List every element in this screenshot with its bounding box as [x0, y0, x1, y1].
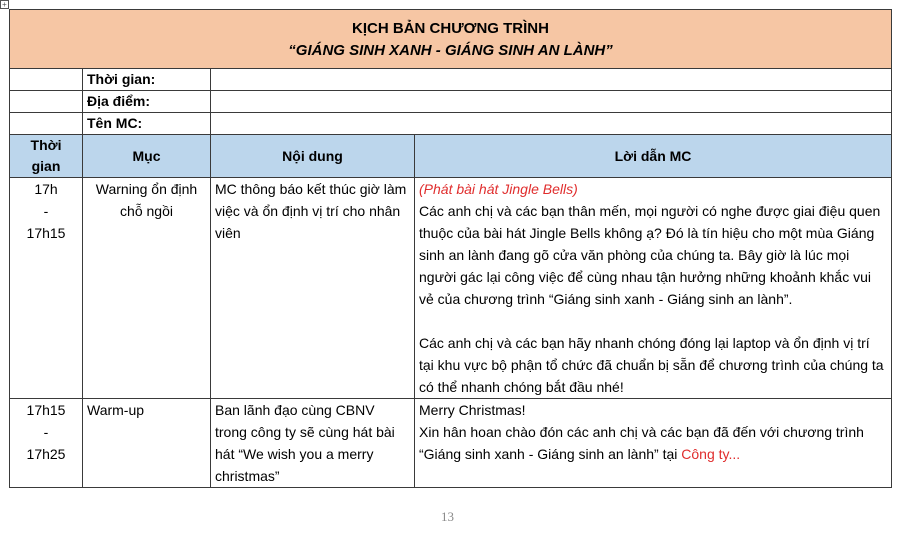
info-spacer [10, 113, 83, 135]
page-number: 13 [441, 509, 454, 524]
header-time [10, 135, 83, 178]
row-mc-script [415, 399, 892, 488]
row-mc-script [415, 178, 892, 399]
mc-stage-note: (Phát bài hát Jingle Bells) [419, 181, 578, 197]
script-table-container [9, 9, 891, 488]
mc-paragraph: Các anh chị và các bạn hãy nhanh chóng đóng lại laptop và ổn định vị trí tại khu vực bộ phận tổ chức đã chuẩn bị sẵn để chương trình của chúng ta có thể nhanh chóng bắt đầu nhé! [419, 335, 884, 395]
document-title: KỊCH BẢN CHƯƠNG TRÌNH [352, 20, 549, 37]
table-move-handle-icon[interactable]: + [0, 0, 9, 9]
header-row [10, 135, 892, 178]
paragraph-gap [419, 310, 887, 332]
info-row-time [10, 69, 892, 91]
info-label-time: Thời gian: [83, 69, 211, 91]
info-label-mc: Tên MC: [83, 113, 211, 135]
row-content: Ban lãnh đạo cùng CBNV trong công ty sẽ cùng hát bài hát “We wish you a merry christmas” [211, 399, 415, 488]
header-time-line1: Thời [30, 137, 62, 153]
time-separator: - [43, 203, 49, 219]
time-end: 17h15 [26, 225, 66, 241]
info-row-location [10, 91, 892, 113]
program-name: “GIÁNG SINH XANH - GIÁNG SINH AN LÀNH” [288, 42, 613, 59]
header-item: Mục [83, 135, 211, 178]
title-cell [10, 10, 892, 69]
info-row-mc [10, 113, 892, 135]
info-value-time[interactable] [211, 69, 892, 91]
info-spacer [10, 69, 83, 91]
table-row [10, 399, 892, 488]
info-value-mc[interactable] [211, 113, 892, 135]
row-time [10, 399, 83, 488]
row-content: MC thông báo kết thúc giờ làm việc và ổn định vị trí cho nhân viên [211, 178, 415, 399]
row-time [10, 178, 83, 399]
script-table [9, 9, 892, 488]
table-row [10, 178, 892, 399]
time-end: 17h25 [26, 446, 66, 462]
mc-text: Xin hân hoan chào đón các anh chị và các bạn đã đến với chương trình “Giáng sinh xanh - Giáng sinh an lành” tại [419, 424, 864, 462]
info-spacer [10, 91, 83, 113]
mc-paragraph: Merry Christmas! [419, 402, 526, 418]
time-start: 17h15 [26, 402, 66, 418]
row-item: Warm-up [83, 399, 211, 488]
company-placeholder: Công ty... [681, 446, 741, 462]
time-separator: - [43, 424, 49, 440]
header-time-line2: gian [31, 158, 61, 174]
info-value-location[interactable] [211, 91, 892, 113]
title-row [10, 10, 892, 69]
header-mc: Lời dẫn MC [415, 135, 892, 178]
mc-paragraph [419, 421, 887, 465]
time-start: 17h [34, 181, 58, 197]
mc-paragraph: Các anh chị và các bạn thân mến, mọi người có nghe được giai điệu quen thuộc của bài hát Jingle Bells không ạ? Đó là tín hiệu cho một mùa Giáng sinh an lành đang gõ cửa văn phòng của chúng ta. Bây giờ là lúc mọi người gác lại công việc để cùng nhau tận hưởng những khoảnh khắc vui vẻ của chương trình “Giáng sinh xanh - Giáng sinh an lành”. [419, 203, 881, 307]
header-content: Nội dung [211, 135, 415, 178]
info-label-location: Địa điểm: [83, 91, 211, 113]
row-item: Warning ổn định chỗ ngồi [83, 178, 211, 399]
